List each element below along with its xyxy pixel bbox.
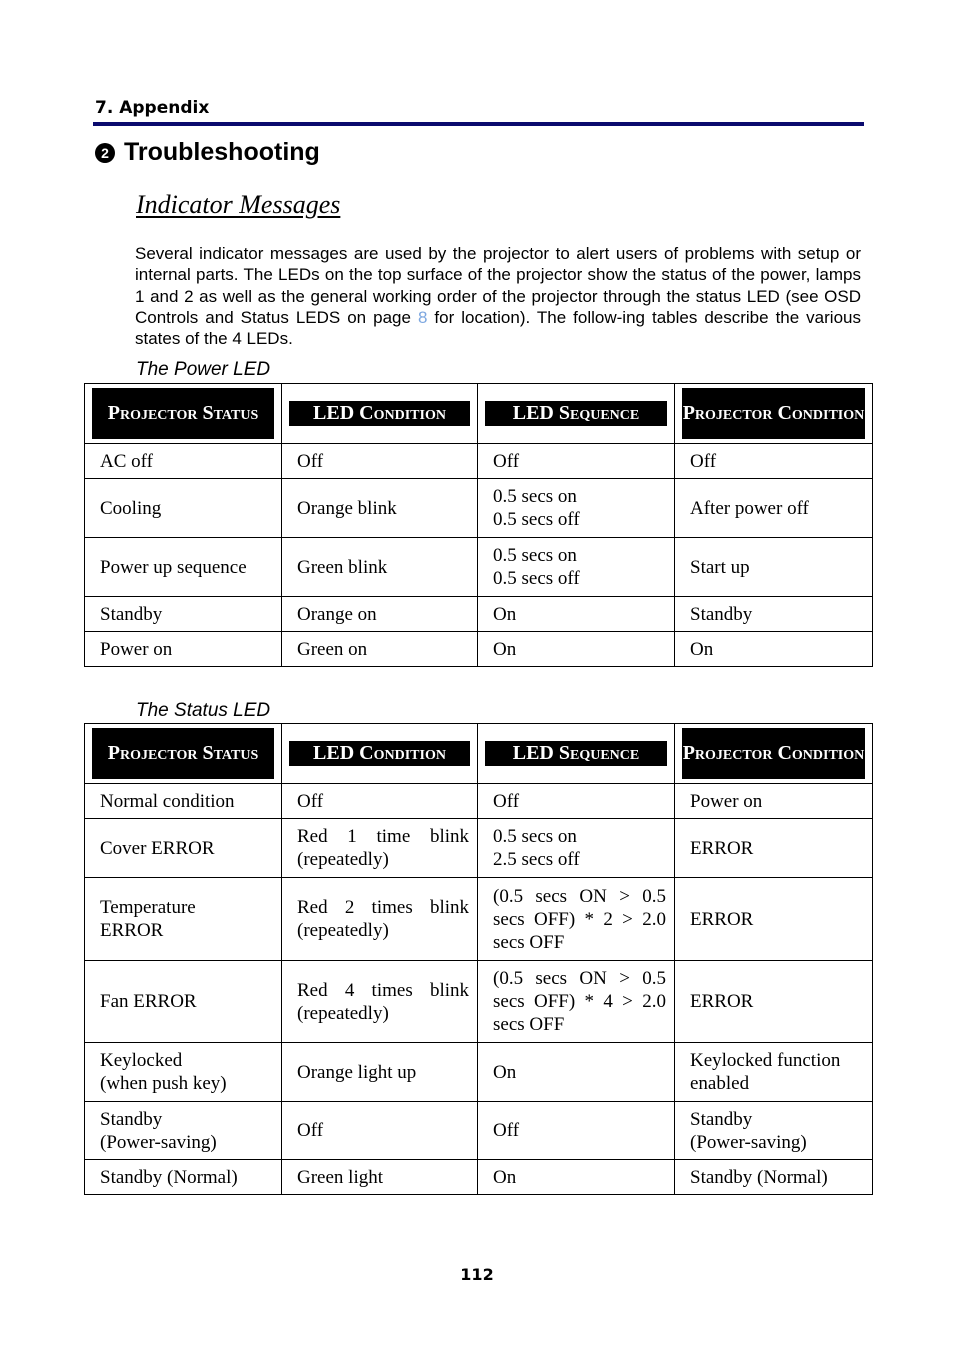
header-label: LED Sequence	[485, 741, 667, 766]
cell-led-sequence: Off	[478, 1102, 675, 1160]
cell-led-sequence: On	[478, 1160, 675, 1195]
header-label: Projector Status	[92, 728, 274, 779]
cell-projector-condition: ERROR	[675, 878, 873, 961]
cell-led-condition: Orange light up	[282, 1043, 478, 1102]
cell-line: 0.5 secs off	[493, 568, 580, 589]
cell-projector-status: Power on	[85, 632, 282, 667]
cell-led-sequence: On	[478, 597, 675, 632]
cell-line: 2.5 secs off	[493, 849, 580, 870]
cell-projector-status: Normal condition	[85, 784, 282, 819]
header-cell	[675, 384, 873, 444]
cell-led-sequence: Off	[478, 784, 675, 819]
cell-line: 0.5 secs on	[493, 545, 577, 566]
cell-led-condition: Off	[282, 1102, 478, 1160]
header-label: Projector Condition	[682, 728, 865, 779]
cell-line: 0.5 secs off	[493, 509, 580, 530]
cell-projector-status: Fan ERROR	[85, 961, 282, 1043]
cell-projector-condition: Off	[675, 444, 873, 479]
cell-line: 0.5 secs on	[493, 826, 577, 847]
cell-led-condition: Off	[282, 444, 478, 479]
cell-led-sequence: (0.5 secs ON > 0.5 secs OFF) * 4 > 2.0 secs OFF	[478, 961, 675, 1043]
cell-led-sequence: Off	[478, 444, 675, 479]
cell-led-condition: Off	[282, 784, 478, 819]
cell-led-sequence	[478, 479, 675, 538]
cell-led-sequence	[478, 538, 675, 597]
cell-led-condition: Green on	[282, 632, 478, 667]
numbered-bullet-icon: 2	[95, 143, 115, 163]
table-row	[85, 444, 873, 479]
cell-projector-condition: After power off	[675, 479, 873, 538]
cell-line: Temperature	[100, 897, 196, 918]
cell-line: Standby	[100, 1108, 163, 1130]
cell-projector-condition: Keylocked function enabled	[675, 1043, 873, 1102]
cell-projector-condition: On	[675, 632, 873, 667]
cell-led-condition: Green light	[282, 1160, 478, 1195]
table-row	[85, 784, 873, 819]
cell-projector-condition: ERROR	[675, 819, 873, 878]
cell-projector-condition: Start up	[675, 538, 873, 597]
cell-projector-status: Standby (Normal)	[85, 1160, 282, 1195]
cell-projector-condition: Standby	[675, 597, 873, 632]
table-row	[85, 961, 873, 1043]
table-row	[85, 597, 873, 632]
header-cell	[85, 724, 282, 784]
cell-projector-status: Power up sequence	[85, 538, 282, 597]
cell-projector-condition: Standby (Normal)	[675, 1160, 873, 1195]
intro-text-after: for location). The follow-ing tables describe the various states of the 4 LEDs.	[135, 307, 861, 349]
power-led-caption: The Power LED	[136, 359, 271, 380]
header-label: LED Condition	[289, 401, 470, 426]
cell-line: 0.5 secs on	[493, 486, 577, 507]
header-label: LED Sequence	[485, 401, 667, 426]
cell-line: (Power-saving)	[100, 1131, 217, 1153]
page-reference-link[interactable]: 8	[417, 307, 428, 327]
intro-paragraph	[135, 243, 861, 349]
table-header-row	[85, 384, 873, 444]
table-row	[85, 1043, 873, 1102]
status-led-caption: The Status LED	[136, 700, 271, 721]
cell-line: Standby	[690, 1108, 753, 1130]
header-cell	[282, 724, 478, 784]
cell-projector-status: Cooling	[85, 479, 282, 538]
header-rule	[93, 122, 864, 126]
cell-projector-status: Standby	[85, 597, 282, 632]
header-label: LED Condition	[289, 741, 470, 766]
cell-projector-condition: Power on	[675, 784, 873, 819]
cell-projector-condition: ERROR	[675, 961, 873, 1043]
cell-led-condition: Orange on	[282, 597, 478, 632]
cell-line: (Power-saving)	[690, 1131, 807, 1153]
header-cell	[85, 384, 282, 444]
cell-led-condition: Green blink	[282, 538, 478, 597]
header-label: Projector Status	[92, 388, 274, 439]
table-header-row	[85, 724, 873, 784]
section-header: 7. Appendix	[95, 98, 210, 118]
header-label: Projector Condition	[682, 388, 865, 439]
cell-projector-status	[85, 878, 282, 961]
status-led-table	[84, 723, 873, 1195]
header-cell	[478, 384, 675, 444]
cell-line: (when push key)	[100, 1073, 227, 1094]
cell-projector-status	[85, 1043, 282, 1102]
cell-led-condition: Red 4 times blink (repeatedly)	[282, 961, 478, 1043]
cell-line: ERROR	[100, 920, 164, 941]
table-row	[85, 1160, 873, 1195]
cell-line: Keylocked	[100, 1050, 183, 1071]
header-cell	[478, 724, 675, 784]
cell-led-sequence	[478, 819, 675, 878]
page-number: 112	[460, 1265, 494, 1284]
cell-led-sequence: On	[478, 1043, 675, 1102]
table-row	[85, 1102, 873, 1160]
section-subtitle: Indicator Messages	[136, 190, 341, 219]
cell-projector-status: AC off	[85, 444, 282, 479]
table-row	[85, 538, 873, 597]
table-row	[85, 819, 873, 878]
power-led-table	[84, 383, 873, 667]
page-title	[95, 138, 320, 167]
cell-led-condition: Red 2 times blink (repeatedly)	[282, 878, 478, 961]
page-title-text: Troubleshooting	[124, 138, 320, 166]
cell-led-sequence: (0.5 secs ON > 0.5 secs OFF) * 2 > 2.0 secs OFF	[478, 878, 675, 961]
cell-led-sequence: On	[478, 632, 675, 667]
cell-led-condition: Red 1 time blink (repeatedly)	[282, 819, 478, 878]
table-row	[85, 878, 873, 961]
cell-projector-status	[85, 1102, 282, 1160]
cell-led-condition: Orange blink	[282, 479, 478, 538]
intro-text-before: Several indicator messages are used by the projector to alert users of problems with setup or internal parts. The LEDs on the top surface of the projector show the status of the power, lamps 1 and 2 as well as the general working order of the projector through the status LED (see OSD Controls and Status LEDS on page	[135, 244, 861, 327]
header-cell	[282, 384, 478, 444]
table-row	[85, 632, 873, 667]
table-row	[85, 479, 873, 538]
cell-projector-condition	[675, 1102, 873, 1160]
header-cell	[675, 724, 873, 784]
cell-projector-status: Cover ERROR	[85, 819, 282, 878]
